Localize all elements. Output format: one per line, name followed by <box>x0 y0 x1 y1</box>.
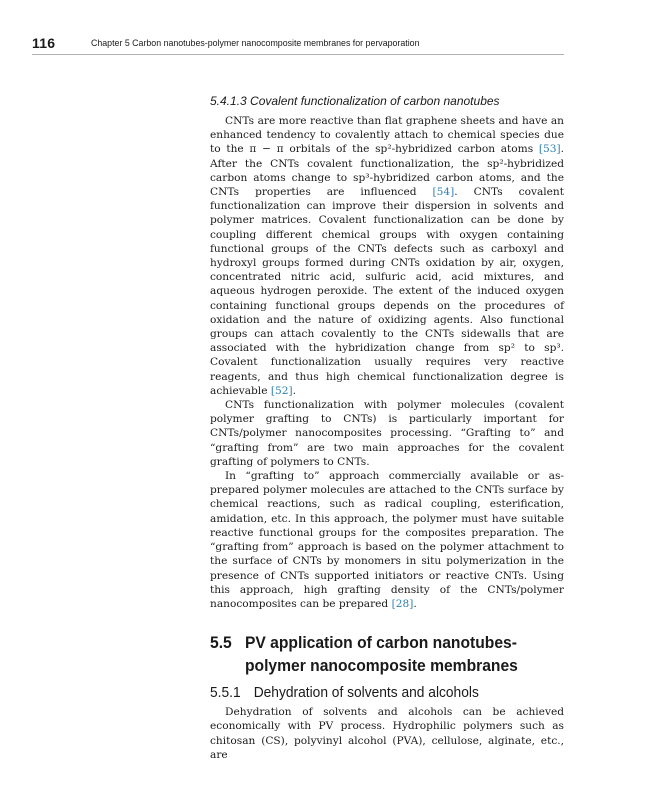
page-number: 116 <box>32 35 56 51</box>
section-title-text: PV application of carbon nanotubes-polymer nanocomposite membranes <box>244 633 518 676</box>
citation-link[interactable]: [28] <box>391 597 414 610</box>
page-content <box>210 93 564 762</box>
citation-link[interactable]: [52] <box>270 384 293 397</box>
citation-link[interactable]: [53] <box>538 143 561 156</box>
running-title: Chapter 5 Carbon nanotubes-polymer nanocomposite membranes for pervaporation <box>91 38 420 48</box>
subsection-heading-5-4-1-3: 5.4.1.3 Covalent functionalization of carbon nanotubes <box>210 94 500 108</box>
paragraph-polymer-grafting: CNTs functionalization with polymer molecules (covalent polymer grafting to CNTs) is particularly important for CNTs/polymer nanocomposites processing. “Grafting to” and “grafting from” are two main approaches for the covalent grafting of polymers to CNTs. <box>210 399 564 468</box>
paragraph-covalent-functionalization: CNTs are more reactive than flat graphene sheets and have an enhanced tendency to covalently attach to chemical species due to the π − π orbitals of the sp²-hybridized carbon atoms [53]. After the CNTs covalent functionalization, the sp²-hybridized carbon atoms change to sp³-hybridized carbon atoms, and the CNTs properties are influenced [54]. CNTs covalent functionalization can improve their dispersion in solvents and polymer matrices. Covalent functionalization can be done by coupling different chemical groups with oxygen containing functional groups of the CNTs defects such as carboxyl and hydroxyl groups formed during CNTs oxidation by air, oxygen, concentrated nitric acid, sulfuric acid, acid mixtures, and aqueous hydrogen peroxide. The extent of the induced oxygen containing functional groups depends on the procedures of oxidation and the nature of oxidizing agents. Also functional groups can attach covalently to the CNTs sidewalls that are associated with the hybridization change from sp² to sp³. Covalent functionalization usually requires very reactive reagents, and thus high chemical functionalization degree is achievable [52]. <box>210 115 565 397</box>
subsection-number: 5.5.1 <box>210 685 241 702</box>
running-header <box>32 34 564 55</box>
subsection-heading-5-5-1 <box>210 683 546 703</box>
paragraph-dehydration: Dehydration of solvents and alcohols can be achieved economically with PV process. Hydrophilic polymers such as chitosan (CS), polyvinyl alcohol (PVA), cellulose, alginate, etc., are <box>210 706 564 761</box>
citation-link[interactable]: [54] <box>432 186 455 199</box>
paragraph-grafting-approaches: In “grafting to” approach commercially available or as-prepared polymer molecules are attached to the CNTs surface by chemical reactions, such as radical coupling, esterification, amidation, etc. In this approach, the polymer must have suitable reactive functional groups for the composites preparation. The “grafting from” approach is based on the polymer attachment to the surface of CNTs by monomers in situ polymerization in the presence of CNTs supported initiators or reactive CNTs. Using this approach, high grafting density of the CNTs/polymer nanocomposites can be prepared [28]. <box>210 470 564 610</box>
section-heading-5-5 <box>210 631 536 677</box>
subsection-title-text: Dehydration of solvents and alcohols <box>253 685 479 702</box>
section-number: 5.5 <box>210 633 232 653</box>
